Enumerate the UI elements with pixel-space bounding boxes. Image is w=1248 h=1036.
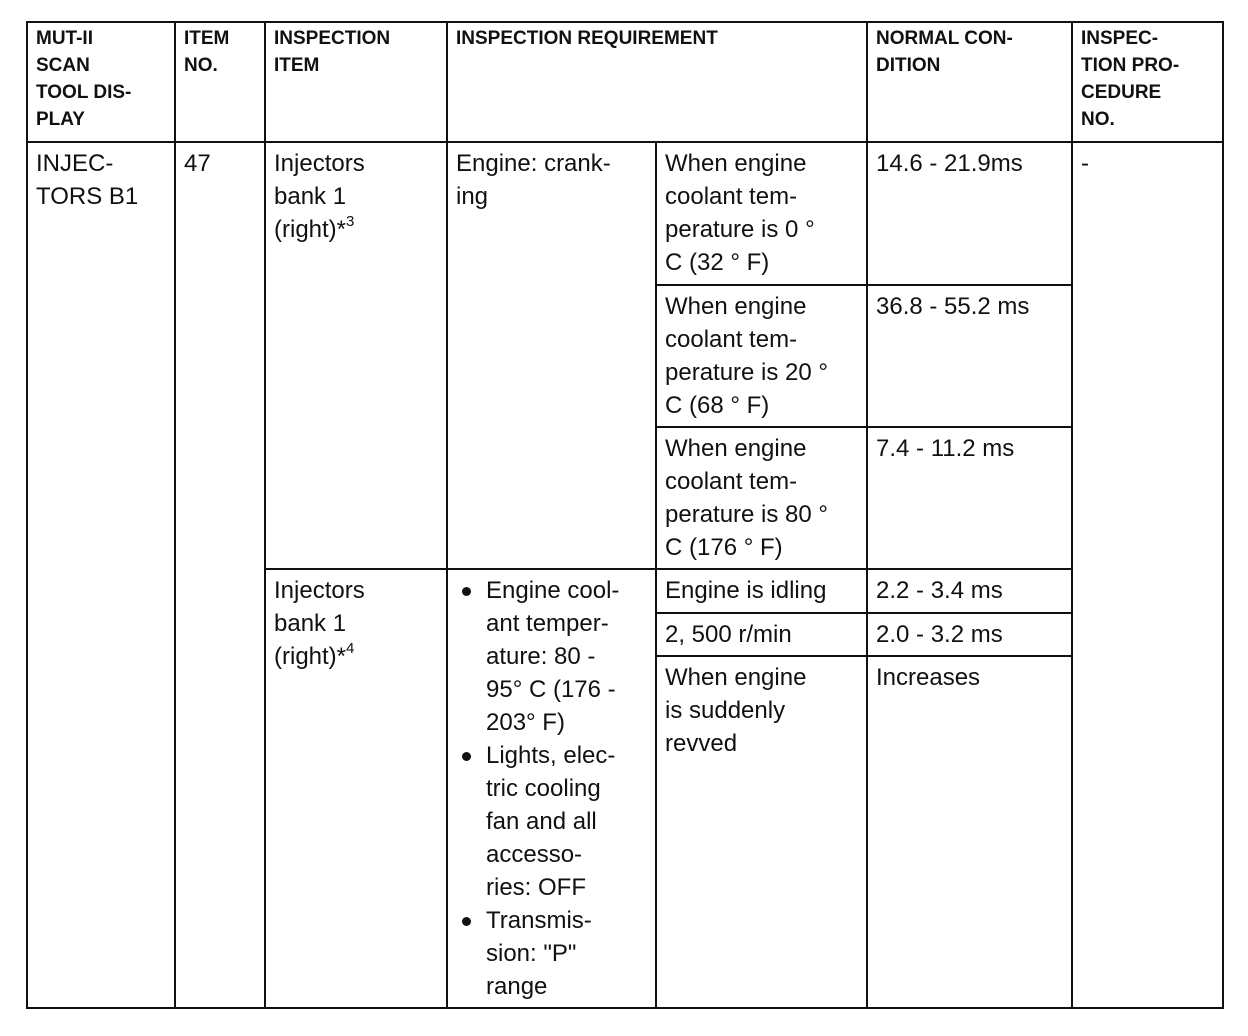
cell-inspection-item-2: [265, 569, 447, 1008]
header-inspection-requirement: INSPECTION REQUIREMENT: [447, 22, 867, 142]
cell-condition-80c: When engine coolant tem- perature is 80 ° C (176 ° F): [656, 427, 867, 569]
header-procedure-no: INSPEC- TION PRO- CEDURE NO.: [1072, 22, 1223, 142]
header-row: [27, 22, 1223, 142]
cell-inspection-item-1: [265, 142, 447, 569]
header-normal-condition: NORMAL CON- DITION: [867, 22, 1072, 142]
inspection-table: [26, 21, 1224, 1009]
cell-condition-revved: When engine is suddenly revved: [656, 656, 867, 1008]
cell-requirement-cranking: Engine: crank- ing: [447, 142, 656, 569]
cell-normal-0c: 14.6 - 21.9ms: [867, 142, 1072, 285]
cell-normal-idling: 2.2 - 3.4 ms: [867, 569, 1072, 613]
header-inspection-item: INSPECTION ITEM: [265, 22, 447, 142]
inspection-item-2-text: Injectors bank 1 (right)*: [274, 577, 365, 670]
requirement-coolant-temp: Engine cool- ant temper- ature: 80 - 95° C (176 - 203° F): [486, 574, 647, 739]
cell-item-no: 47: [175, 142, 265, 1008]
cell-normal-20c: 36.8 - 55.2 ms: [867, 285, 1072, 427]
cell-condition-0c: When engine coolant tem- perature is 0 ° C (32 ° F): [656, 142, 867, 285]
cell-requirement-warm: [447, 569, 656, 1008]
cell-condition-20c: When engine coolant tem- perature is 20 ° C (68 ° F): [656, 285, 867, 427]
requirement-list: [456, 574, 647, 1003]
footnote-3: 3: [346, 213, 355, 230]
footnote-4: 4: [346, 640, 355, 657]
inspection-item-1-text: Injectors bank 1 (right)*: [274, 150, 365, 243]
table-row: [27, 142, 1223, 285]
requirement-accessories-off: Lights, elec- tric cooling fan and all accesso- ries: OFF: [486, 739, 647, 904]
header-item-no: ITEM NO.: [175, 22, 265, 142]
cell-normal-revved: Increases: [867, 656, 1072, 1008]
cell-normal-80c: 7.4 - 11.2 ms: [867, 427, 1072, 569]
cell-condition-2500: 2, 500 r/min: [656, 613, 867, 657]
cell-procedure-no: -: [1072, 142, 1223, 1008]
cell-condition-idling: Engine is idling: [656, 569, 867, 613]
header-scan-tool-display: MUT-II SCAN TOOL DIS- PLAY: [27, 22, 175, 142]
cell-scan-tool-display: INJEC- TORS B1: [27, 142, 175, 1008]
requirement-transmission: Transmis- sion: "P" range: [486, 904, 647, 1003]
cell-normal-2500: 2.0 - 3.2 ms: [867, 613, 1072, 657]
